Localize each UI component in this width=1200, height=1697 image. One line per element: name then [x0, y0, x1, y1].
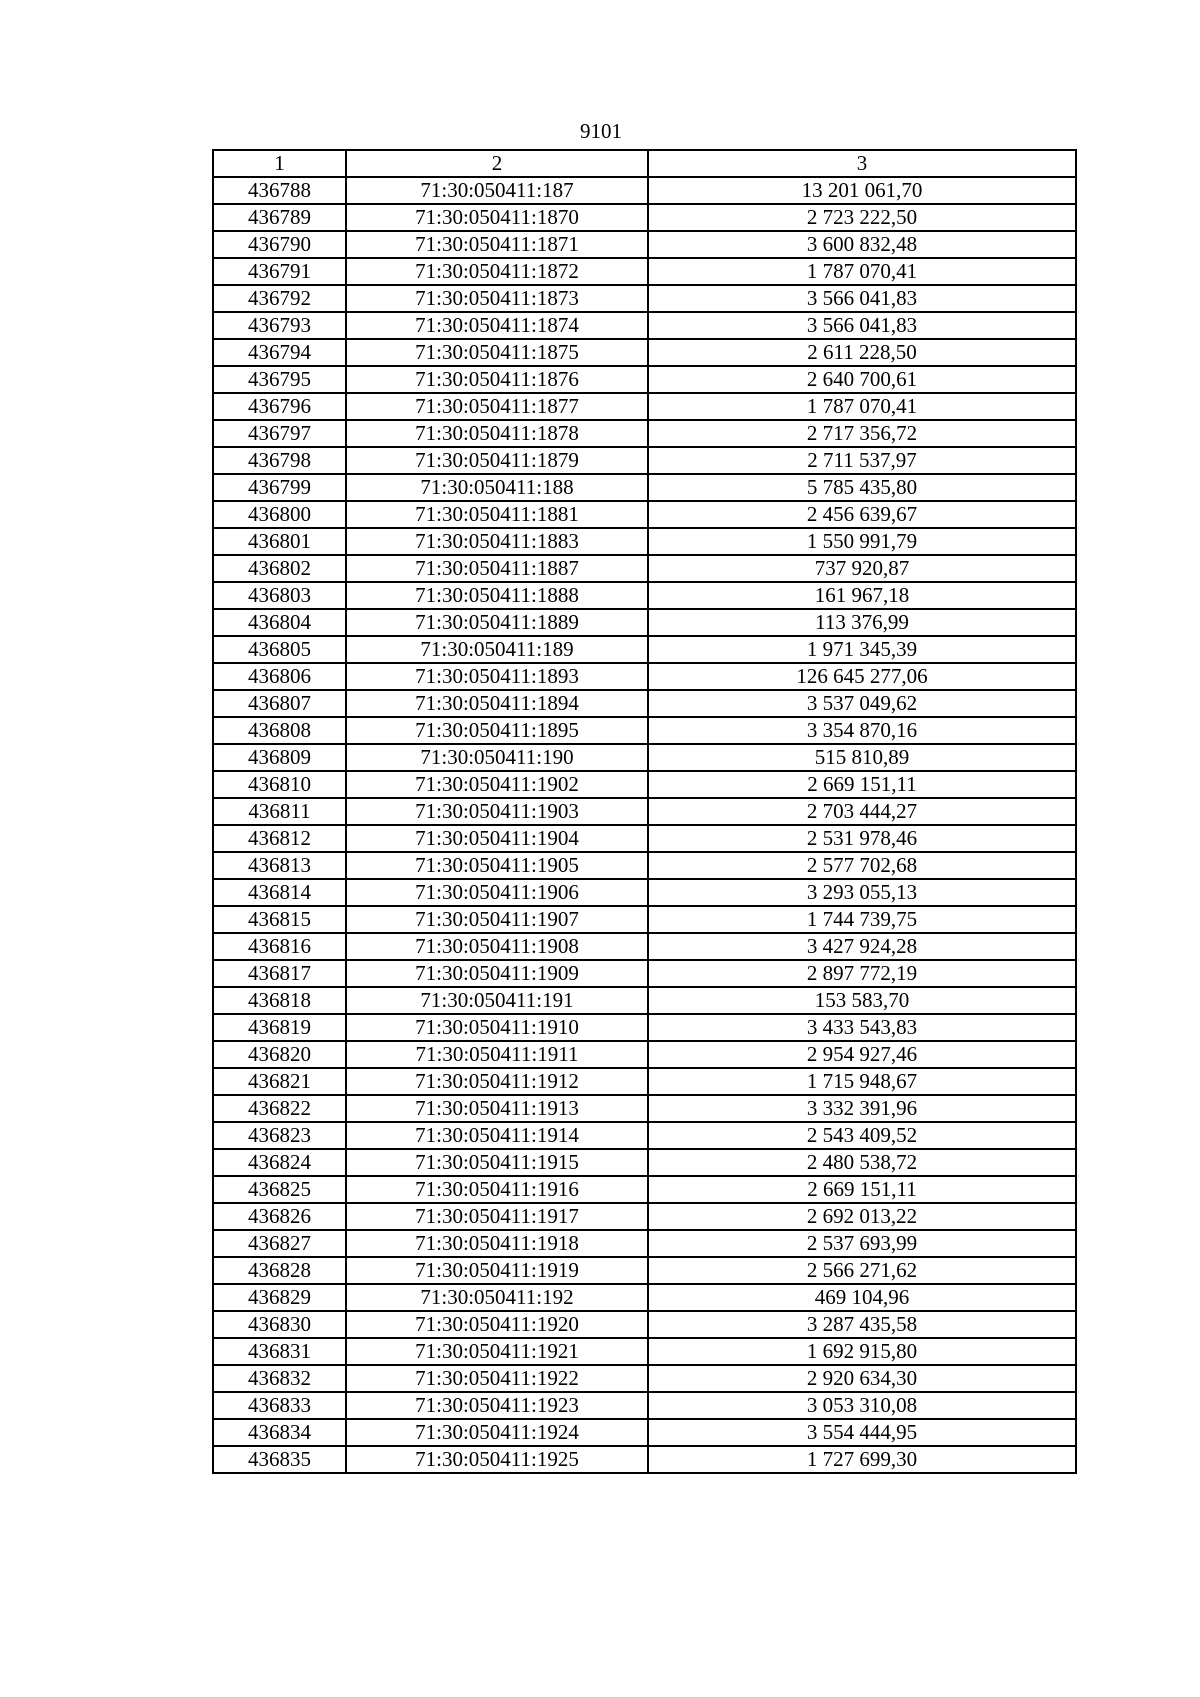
header-cell-col-2: 2	[346, 150, 648, 177]
row-number-cell: 436826	[213, 1203, 346, 1230]
table-row	[213, 1338, 1076, 1365]
row-number-cell: 436805	[213, 636, 346, 663]
cadastral-value-cell: 3 287 435,58	[648, 1311, 1076, 1338]
cadastral-number-cell: 71:30:050411:1922	[346, 1365, 648, 1392]
cadastral-number-cell: 71:30:050411:1924	[346, 1419, 648, 1446]
cadastral-value-cell: 1 550 991,79	[648, 528, 1076, 555]
cadastral-value-cell: 2 611 228,50	[648, 339, 1076, 366]
cadastral-value-cell: 2 537 693,99	[648, 1230, 1076, 1257]
cadastral-value-cell: 2 669 151,11	[648, 771, 1076, 798]
cadastral-number-cell: 71:30:050411:1872	[346, 258, 648, 285]
cadastral-number-cell: 71:30:050411:1895	[346, 717, 648, 744]
cadastral-number-cell: 71:30:050411:1921	[346, 1338, 648, 1365]
table-row	[213, 1392, 1076, 1419]
table-row	[213, 528, 1076, 555]
table-row	[213, 825, 1076, 852]
cadastral-value-cell: 3 554 444,95	[648, 1419, 1076, 1446]
row-number-cell: 436795	[213, 366, 346, 393]
row-number-cell: 436803	[213, 582, 346, 609]
table-row	[213, 933, 1076, 960]
row-number-cell: 436831	[213, 1338, 346, 1365]
row-number-cell: 436818	[213, 987, 346, 1014]
cadastral-value-cell: 153 583,70	[648, 987, 1076, 1014]
cadastral-number-cell: 71:30:050411:1887	[346, 555, 648, 582]
cadastral-number-cell: 71:30:050411:1916	[346, 1176, 648, 1203]
row-number-cell: 436822	[213, 1095, 346, 1122]
row-number-cell: 436806	[213, 663, 346, 690]
cadastral-value-cell: 13 201 061,70	[648, 177, 1076, 204]
cadastral-number-cell: 71:30:050411:189	[346, 636, 648, 663]
row-number-cell: 436833	[213, 1392, 346, 1419]
row-number-cell: 436804	[213, 609, 346, 636]
table-row	[213, 1068, 1076, 1095]
table-row	[213, 1149, 1076, 1176]
cadastral-value-cell: 515 810,89	[648, 744, 1076, 771]
row-number-cell: 436809	[213, 744, 346, 771]
cadastral-value-cell: 2 577 702,68	[648, 852, 1076, 879]
cadastral-value-cell: 2 711 537,97	[648, 447, 1076, 474]
table-row	[213, 204, 1076, 231]
table-row	[213, 339, 1076, 366]
cadastral-number-cell: 71:30:050411:1917	[346, 1203, 648, 1230]
row-number-cell: 436816	[213, 933, 346, 960]
table-row	[213, 960, 1076, 987]
table-row	[213, 366, 1076, 393]
row-number-cell: 436798	[213, 447, 346, 474]
table-row	[213, 1176, 1076, 1203]
cadastral-number-cell: 71:30:050411:1881	[346, 501, 648, 528]
cadastral-value-cell: 126 645 277,06	[648, 663, 1076, 690]
cadastral-number-cell: 71:30:050411:1883	[346, 528, 648, 555]
cadastral-number-cell: 71:30:050411:1906	[346, 879, 648, 906]
cadastral-value-cell: 3 600 832,48	[648, 231, 1076, 258]
cadastral-number-cell: 71:30:050411:1919	[346, 1257, 648, 1284]
row-number-cell: 436824	[213, 1149, 346, 1176]
cadastral-value-cell: 2 897 772,19	[648, 960, 1076, 987]
table-row	[213, 312, 1076, 339]
cadastral-value-cell: 2 703 444,27	[648, 798, 1076, 825]
cadastral-number-cell: 71:30:050411:1904	[346, 825, 648, 852]
table-header	[213, 150, 1076, 177]
cadastral-number-cell: 71:30:050411:1903	[346, 798, 648, 825]
cadastral-number-cell: 71:30:050411:1874	[346, 312, 648, 339]
cadastral-value-cell: 2 543 409,52	[648, 1122, 1076, 1149]
table-row	[213, 852, 1076, 879]
cadastral-value-cell: 469 104,96	[648, 1284, 1076, 1311]
table-row	[213, 555, 1076, 582]
table-row	[213, 393, 1076, 420]
cadastral-value-cell: 3 537 049,62	[648, 690, 1076, 717]
cadastral-number-cell: 71:30:050411:1923	[346, 1392, 648, 1419]
table-row	[213, 501, 1076, 528]
row-number-cell: 436815	[213, 906, 346, 933]
header-row	[213, 150, 1076, 177]
row-number-cell: 436802	[213, 555, 346, 582]
cadastral-number-cell: 71:30:050411:1909	[346, 960, 648, 987]
cadastral-number-cell: 71:30:050411:1913	[346, 1095, 648, 1122]
cadastral-number-cell: 71:30:050411:1877	[346, 393, 648, 420]
table-row	[213, 690, 1076, 717]
row-number-cell: 436821	[213, 1068, 346, 1095]
cadastral-value-cell: 3 433 543,83	[648, 1014, 1076, 1041]
table-row	[213, 258, 1076, 285]
cadastral-number-cell: 71:30:050411:1894	[346, 690, 648, 717]
table-row	[213, 1122, 1076, 1149]
cadastral-number-cell: 71:30:050411:1893	[346, 663, 648, 690]
table-row	[213, 717, 1076, 744]
row-number-cell: 436834	[213, 1419, 346, 1446]
cadastral-number-cell: 71:30:050411:192	[346, 1284, 648, 1311]
cadastral-value-cell: 3 354 870,16	[648, 717, 1076, 744]
cadastral-value-cell: 2 640 700,61	[648, 366, 1076, 393]
cadastral-number-cell: 71:30:050411:188	[346, 474, 648, 501]
row-number-cell: 436789	[213, 204, 346, 231]
row-number-cell: 436829	[213, 1284, 346, 1311]
cadastral-number-cell: 71:30:050411:1912	[346, 1068, 648, 1095]
cadastral-value-cell: 3 427 924,28	[648, 933, 1076, 960]
cadastral-value-cell: 1 715 948,67	[648, 1068, 1076, 1095]
cadastral-value-cell: 2 480 538,72	[648, 1149, 1076, 1176]
cadastral-value-cell: 3 332 391,96	[648, 1095, 1076, 1122]
row-number-cell: 436813	[213, 852, 346, 879]
cadastral-number-cell: 71:30:050411:1888	[346, 582, 648, 609]
cadastral-value-cell: 3 053 310,08	[648, 1392, 1076, 1419]
table-row	[213, 582, 1076, 609]
cadastral-value-cell: 3 566 041,83	[648, 312, 1076, 339]
cadastral-value-cell: 1 727 699,30	[648, 1446, 1076, 1473]
cadastral-value-cell: 2 920 634,30	[648, 1365, 1076, 1392]
cadastral-number-cell: 71:30:050411:1908	[346, 933, 648, 960]
cadastral-number-cell: 71:30:050411:1902	[346, 771, 648, 798]
table-row	[213, 1419, 1076, 1446]
table-body	[213, 177, 1076, 1473]
table-row	[213, 798, 1076, 825]
row-number-cell: 436830	[213, 1311, 346, 1338]
row-number-cell: 436799	[213, 474, 346, 501]
row-number-cell: 436825	[213, 1176, 346, 1203]
cadastral-value-cell: 113 376,99	[648, 609, 1076, 636]
row-number-cell: 436808	[213, 717, 346, 744]
cadastral-value-cell: 2 954 927,46	[648, 1041, 1076, 1068]
cadastral-value-cell: 2 717 356,72	[648, 420, 1076, 447]
cadastral-value-cell: 5 785 435,80	[648, 474, 1076, 501]
row-number-cell: 436800	[213, 501, 346, 528]
row-number-cell: 436796	[213, 393, 346, 420]
cadastral-value-cell: 1 692 915,80	[648, 1338, 1076, 1365]
row-number-cell: 436817	[213, 960, 346, 987]
table-row	[213, 987, 1076, 1014]
page-number-text: 9101	[580, 119, 622, 143]
cadastral-number-cell: 71:30:050411:1910	[346, 1014, 648, 1041]
table-row	[213, 420, 1076, 447]
cadastral-number-cell: 71:30:050411:190	[346, 744, 648, 771]
cadastral-number-cell: 71:30:050411:1876	[346, 366, 648, 393]
row-number-cell: 436792	[213, 285, 346, 312]
row-number-cell: 436832	[213, 1365, 346, 1392]
table-row	[213, 636, 1076, 663]
table-row	[213, 1311, 1076, 1338]
cadastral-value-cell: 2 669 151,11	[648, 1176, 1076, 1203]
cadastral-value-cell: 3 293 055,13	[648, 879, 1076, 906]
table-row	[213, 1284, 1076, 1311]
table-row	[213, 906, 1076, 933]
row-number-cell: 436827	[213, 1230, 346, 1257]
page-number	[0, 118, 1200, 144]
cadastral-number-cell: 71:30:050411:1918	[346, 1230, 648, 1257]
row-number-cell: 436793	[213, 312, 346, 339]
table-row	[213, 177, 1076, 204]
row-number-cell: 436801	[213, 528, 346, 555]
cadastral-number-cell: 71:30:050411:187	[346, 177, 648, 204]
cadastral-value-cell: 161 967,18	[648, 582, 1076, 609]
row-number-cell: 436814	[213, 879, 346, 906]
cadastral-value-cell: 2 531 978,46	[648, 825, 1076, 852]
table-row	[213, 609, 1076, 636]
cadastral-value-cell: 2 692 013,22	[648, 1203, 1076, 1230]
cadastral-value-cell: 1 971 345,39	[648, 636, 1076, 663]
row-number-cell: 436819	[213, 1014, 346, 1041]
row-number-cell: 436791	[213, 258, 346, 285]
cadastral-value-table	[212, 149, 1077, 1474]
table-row	[213, 1257, 1076, 1284]
cadastral-number-cell: 71:30:050411:1879	[346, 447, 648, 474]
table-row	[213, 1446, 1076, 1473]
cadastral-number-cell: 71:30:050411:1925	[346, 1446, 648, 1473]
cadastral-value-cell: 1 787 070,41	[648, 393, 1076, 420]
row-number-cell: 436790	[213, 231, 346, 258]
row-number-cell: 436811	[213, 798, 346, 825]
row-number-cell: 436835	[213, 1446, 346, 1473]
cadastral-number-cell: 71:30:050411:1870	[346, 204, 648, 231]
table-row	[213, 231, 1076, 258]
table-row	[213, 474, 1076, 501]
cadastral-number-cell: 71:30:050411:1878	[346, 420, 648, 447]
row-number-cell: 436807	[213, 690, 346, 717]
table-row	[213, 285, 1076, 312]
cadastral-value-cell: 1 744 739,75	[648, 906, 1076, 933]
cadastral-value-cell: 2 566 271,62	[648, 1257, 1076, 1284]
cadastral-number-cell: 71:30:050411:1873	[346, 285, 648, 312]
row-number-cell: 436820	[213, 1041, 346, 1068]
row-number-cell: 436788	[213, 177, 346, 204]
table-row	[213, 1230, 1076, 1257]
cadastral-number-cell: 71:30:050411:1914	[346, 1122, 648, 1149]
cadastral-value-cell: 737 920,87	[648, 555, 1076, 582]
table-row	[213, 771, 1076, 798]
table-row	[213, 1203, 1076, 1230]
row-number-cell: 436823	[213, 1122, 346, 1149]
header-cell-col-1: 1	[213, 150, 346, 177]
cadastral-number-cell: 71:30:050411:1871	[346, 231, 648, 258]
table-row	[213, 1095, 1076, 1122]
table-row	[213, 879, 1076, 906]
table-row	[213, 1041, 1076, 1068]
cadastral-number-cell: 71:30:050411:1907	[346, 906, 648, 933]
cadastral-number-cell: 71:30:050411:1889	[346, 609, 648, 636]
cadastral-value-cell: 3 566 041,83	[648, 285, 1076, 312]
table-row	[213, 447, 1076, 474]
row-number-cell: 436828	[213, 1257, 346, 1284]
row-number-cell: 436812	[213, 825, 346, 852]
cadastral-number-cell: 71:30:050411:1920	[346, 1311, 648, 1338]
cadastral-number-cell: 71:30:050411:191	[346, 987, 648, 1014]
cadastral-value-cell: 2 456 639,67	[648, 501, 1076, 528]
table-row	[213, 744, 1076, 771]
row-number-cell: 436794	[213, 339, 346, 366]
row-number-cell: 436797	[213, 420, 346, 447]
cadastral-number-cell: 71:30:050411:1915	[346, 1149, 648, 1176]
table-row	[213, 1014, 1076, 1041]
header-cell-col-3: 3	[648, 150, 1076, 177]
cadastral-value-cell: 1 787 070,41	[648, 258, 1076, 285]
cadastral-value-cell: 2 723 222,50	[648, 204, 1076, 231]
table-row	[213, 1365, 1076, 1392]
row-number-cell: 436810	[213, 771, 346, 798]
cadastral-number-cell: 71:30:050411:1905	[346, 852, 648, 879]
cadastral-number-cell: 71:30:050411:1875	[346, 339, 648, 366]
table-row	[213, 663, 1076, 690]
cadastral-number-cell: 71:30:050411:1911	[346, 1041, 648, 1068]
